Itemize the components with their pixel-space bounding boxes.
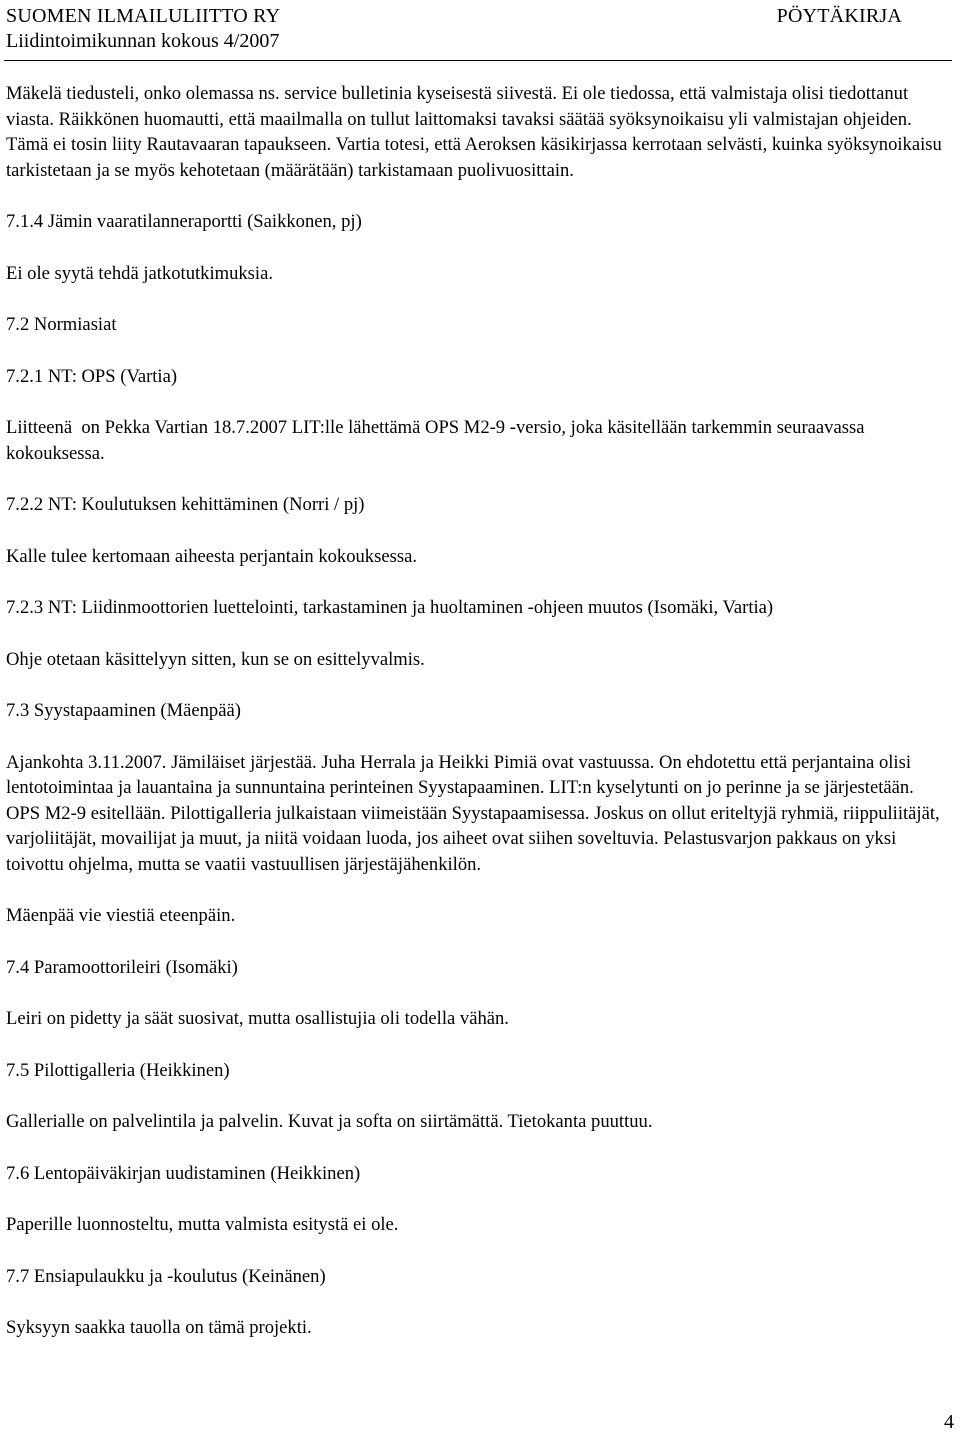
section-heading-7-5: 7.5 Pilottigalleria (Heikkinen) <box>6 1059 230 1081</box>
header-top-line <box>6 4 902 28</box>
paragraph-intro: Mäkelä tiedusteli, onko olemassa ns. service bulletinia kyseisestä siivestä. Ei ole tiedossa, että valmistaja olisi tiedottanut viasta. Räikkönen huomautti, että maailmalla on tullut laittomaksi tavaksi säätää syöksynoikaisu yli valmistajan ohjeiden. Tämä ei tosin liity Rautavaaran tapaukseen. Vartia totesi, että Aeroksen käsikirjassa kerrotaan selvästi, kuinka syöksynoikaisu tarkistetaan ja se myös kehotetaan (määrätään) tarkistamaan puolivuosittain. <box>6 83 942 181</box>
page-number: 4 <box>944 1411 954 1433</box>
section-heading-7-2-1: 7.2.1 NT: OPS (Vartia) <box>6 365 178 387</box>
document-type: PÖYTÄKIRJA <box>776 5 902 27</box>
section-heading-7-7: 7.7 Ensiapulaukku ja -koulutus (Keinänen) <box>6 1265 326 1287</box>
section-heading-7-6: 7.6 Lentopäiväkirjan uudistaminen (Heikkinen) <box>6 1162 361 1184</box>
paragraph-7-5: Gallerialle on palvelintila ja palvelin. Kuvat ja softa on siirtämättä. Tietokanta puuttuu. <box>6 1111 653 1132</box>
organization-name: SUOMEN ILMAILULIITTO RY <box>6 5 281 27</box>
paragraph-7-2-3: Ohje otetaan käsittelyyn sitten, kun se on esittelyvalmis. <box>6 648 425 670</box>
meeting-title: Liidintoimikunnan kokous 4/2007 <box>6 30 280 52</box>
section-heading-7-2: 7.2 Normiasiat <box>6 314 117 335</box>
document-body <box>6 81 948 1367</box>
paragraph-7-6: Paperille luonnosteltu, mutta valmista esitystä ei ole. <box>6 1214 399 1235</box>
paragraph-7-3-a: Ajankohta 3.11.2007. Jämiläiset järjestää. Juha Herrala ja Heikki Pimiä ovat vastuussa. On ehdotettu että perjantaina olisi lentotoimintaa ja lauantaina ja sunnuntaina perinteinen Syystapaaminen. LIT:n kyselytunti on jo perinne ja se järjestetään. OPS M2-9 esitellään. Pilottigalleria julkaistaan viimeistään Syystapaamisessa. Joskus on ollut eriteltyjä ryhmiä, riippuliitäjät, varjoliitäjät, movailijat ja muut, ja niitä voidaan luoda, jos aiheet ovat siihen soveltuvia. Pelastusvarjon pakkaus on yksi toivottu ohjelma, mutta se vaatii vastuullisen järjestäjähenkilön. <box>6 751 940 875</box>
header-divider <box>4 60 952 61</box>
paragraph-7-2-1: Liitteenä on Pekka Vartian 18.7.2007 LIT:lle lähettämä OPS M2-9 -versio, joka käsitellään tarkemmin seuraavassa kokouksessa. <box>6 417 870 464</box>
page-header <box>6 4 902 54</box>
paragraph-7-1-4: Ei ole syytä tehdä jatkotutkimuksia. <box>6 262 273 284</box>
paragraph-7-4: Leiri on pidetty ja säät suosivat, mutta osallistujia oli todella vähän. <box>6 1008 509 1029</box>
section-heading-7-3: 7.3 Syystapaaminen (Mäenpää) <box>6 700 241 721</box>
section-heading-7-4: 7.4 Paramoottorileiri (Isomäki) <box>6 956 238 978</box>
paragraph-7-3-b: Mäenpää vie viestiä eteenpäin. <box>6 905 236 926</box>
section-heading-7-2-2: 7.2.2 NT: Koulutuksen kehittäminen (Norri / pj) <box>6 494 365 515</box>
paragraph-7-2-2: Kalle tulee kertomaan aiheesta perjantain kokouksessa. <box>6 545 417 567</box>
paragraph-7-7: Syksyyn saakka tauolla on tämä projekti. <box>6 1317 312 1338</box>
section-heading-7-1-4: 7.1.4 Jämin vaaratilanneraportti (Saikkonen, pj) <box>6 211 362 232</box>
section-heading-7-2-3: 7.2.3 NT: Liidinmoottorien luettelointi, tarkastaminen ja huoltaminen -ohjeen muutos (Isomäki, Vartia) <box>6 597 774 618</box>
